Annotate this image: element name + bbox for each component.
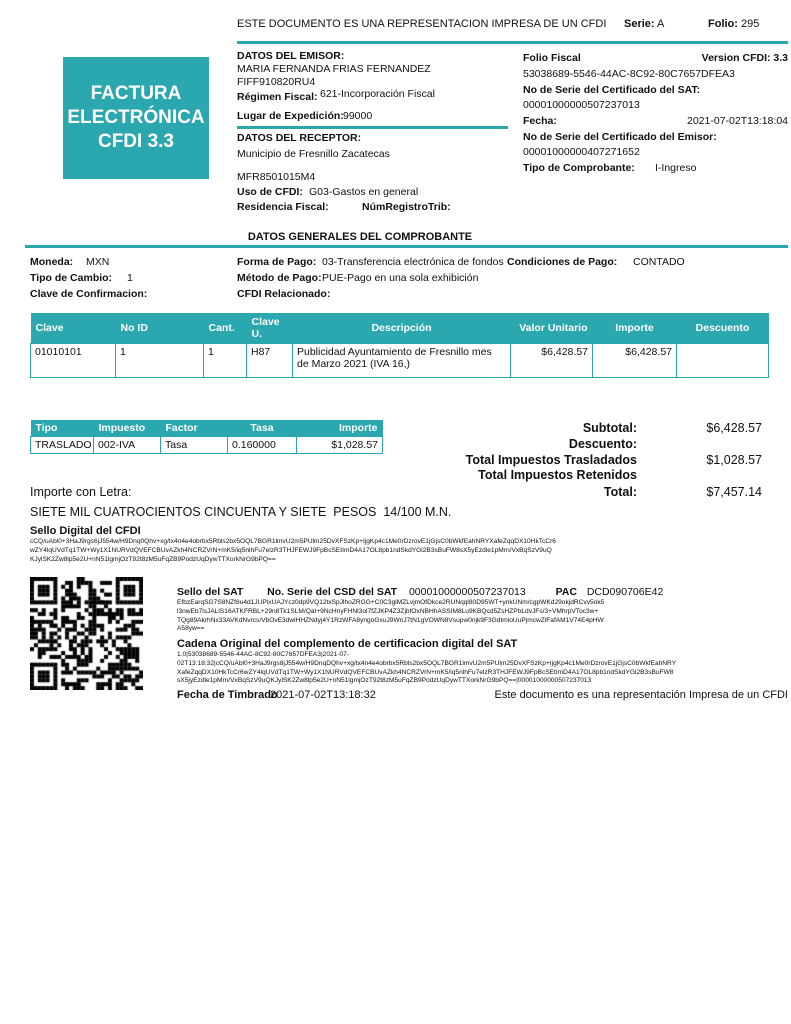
sello-sat-label: Sello del SAT xyxy=(177,586,244,598)
footer-representation-note: Este documento es una representación Impresa de un CFDI xyxy=(494,689,788,701)
metodo-pago-label: Método de Pago: xyxy=(237,272,322,284)
impuestos-trasladados-label: Total Impuestos Trasladados xyxy=(465,453,637,467)
top-representation-note: ESTE DOCUMENTO ES UNA REPRESENTACION IMPRESA DE UN CFDI xyxy=(237,18,607,30)
tax-header-importe: Importe xyxy=(297,420,383,437)
regimen-value: 621-Incorporación Fiscal xyxy=(320,88,435,100)
condiciones-pago-value: CONTADO xyxy=(633,256,685,268)
forma-pago-value: 03-Transferencia electrónica de fondos xyxy=(322,256,504,268)
sello-sat-line-3: TQg89AkrhNx33AVKdNvrcs/VbOvE3dwlHHZNdyj4Y1RzWFA8yngoGxuJ9WnJ7tN1gVOWN8Vsupw0njk9F3GdtmloUuPjmcwZlFafAM1V74E4pHW xyxy=(177,616,604,624)
tax-impuesto: 002-IVA xyxy=(94,437,161,454)
impuestos-retenidos-label: Total Impuestos Retenidos xyxy=(478,468,637,482)
importe-letra-value: SIETE MIL CUATROCIENTOS CINCUENTA Y SIETE PESOS 14/100 M.N. xyxy=(30,505,452,519)
fecha-timbrado-label: Fecha de Timbrado xyxy=(177,689,278,701)
total-label: Total: xyxy=(603,485,637,499)
tax-header-impuesto: Impuesto xyxy=(94,420,161,437)
impuestos-trasladados-value: $1,028.57 xyxy=(706,453,762,467)
folio-fiscal-label: Folio Fiscal xyxy=(523,52,581,64)
factura-electronica-badge xyxy=(63,57,209,179)
items-header-descripcion: Descripción xyxy=(293,313,511,344)
sello-cfdi-title: Sello Digital del CFDI xyxy=(30,525,141,537)
sello-cfdi-text xyxy=(30,538,770,564)
folio-label: Folio: xyxy=(708,18,738,30)
badge-line-1: FACTURA xyxy=(90,83,182,104)
cadena-line-3: XafeZqqDX10HkTcCr6wZY4lqUVdTq1TW+Wy1X1NURVdQVEFCBUvAZkh4NCRZVrN+mK5/iq5nlhFu7elzR3THJFEWJ9FpBcSEtImD4A17OL8pb1ndSkdYGl2B3sBuFW8 xyxy=(177,668,674,676)
csd-sat-value: 00001000000507237013 xyxy=(408,586,526,598)
sello-cfdi-line-1: cCQ/uAbl0+3HaJ9rgs6jJ554w/H9Dnq0Qhv+xg/tx4n4e4obrbx5Rbls2bx5OQL7BGR1lmvU2m5PUlm25DvXFSzKp+IjgKp4c1Me0rDzrovE1jGjsC0bWkfEahNRYXafeZqqDX10HkTcCr6 xyxy=(30,538,556,545)
metodo-pago-value: PUE-Pago en una sola exhibición xyxy=(322,272,479,284)
tipo-comprobante-value: I-Ingreso xyxy=(655,162,697,174)
tax-factor: Tasa xyxy=(161,437,228,454)
receptor-rfc: MFR8501015M4 xyxy=(237,171,316,183)
lugar-expedicion-value: 99000 xyxy=(343,110,373,122)
serie-certificado-emisor-value: 00001000000407271652 xyxy=(523,146,640,158)
tipo-cambio-value: 1 xyxy=(127,272,133,284)
tax-row xyxy=(31,437,383,454)
cadena-line-2: 02T13:18:32|cCQ/uAbl0+3HaJ9rgs8jJ554w/H9DnqDQhv+xg/tx4n4e4obrbx5Rbls2bx5OQL7BGR1lmvU2m5PUlm25DvXFSzKp+IjgKp4c1Me0rDzrovE1jGjsC0bWkfEahNRY xyxy=(177,659,677,667)
csd-sat-label: No. Serie del CSD del SAT xyxy=(267,586,398,598)
total-value: $7,457.14 xyxy=(706,485,762,499)
tax-header-tipo: Tipo xyxy=(31,420,94,437)
items-header-claveu: Clave U. xyxy=(247,313,293,344)
item-descuento xyxy=(677,344,769,378)
item-importe: $6,428.57 xyxy=(593,344,677,378)
items-header-valor-unitario: Valor Unitario xyxy=(511,313,593,344)
emisor-receptor-divider xyxy=(237,126,508,129)
serie-certificado-sat-label: No de Serie del Certificado del SAT: xyxy=(523,84,701,96)
moneda-value: MXN xyxy=(86,256,110,268)
generales-divider xyxy=(25,245,788,248)
regimen-label: Régimen Fiscal: xyxy=(237,91,318,103)
pac-label: PAC xyxy=(555,586,577,598)
cadena-line-1: 1.0|53038689-5546-44AC-8C92-80C7657DFEA3|2021-07- xyxy=(177,651,350,658)
folio-value: 295 xyxy=(741,18,760,30)
lugar-expedicion-label: Lugar de Expedición: xyxy=(237,110,344,122)
cadena-line-4: sX5jyEzdle1pMrn/VxBqSzV9uQKJylSK2Zw8lp5e2U+nN51lgmjOzT92t8zM5uFqZB9PodzUqDywTTXorkNrG9bPQ==|00001000000507237013 xyxy=(177,677,592,685)
receptor-name: Municipio de Fresnillo Zacatecas xyxy=(237,148,390,160)
items-header-clave: Clave xyxy=(31,313,116,344)
uso-cfdi-value: G03-Gastos en general xyxy=(309,186,419,198)
serie-certificado-emisor-label: No de Serie del Certificado del Emisor: xyxy=(523,131,717,143)
tax-tasa: 0.160000 xyxy=(228,437,297,454)
item-noid: 1 xyxy=(116,344,204,378)
importe-letra-label: Importe con Letra: xyxy=(30,485,132,499)
forma-pago-label: Forma de Pago: xyxy=(237,256,317,268)
header-divider xyxy=(237,41,788,44)
cadena-original-text xyxy=(177,651,772,686)
subtotal-label: Subtotal: xyxy=(582,421,637,435)
item-claveu: H87 xyxy=(247,344,293,378)
tax-header-row xyxy=(31,420,383,437)
badge-line-3: CFDI 3.3 xyxy=(97,131,175,152)
serie-certificado-sat-value: 00001000000507237013 xyxy=(523,99,640,111)
items-header-noid: No ID xyxy=(116,313,204,344)
fecha-timbrado-value: 2021-07-02T13:18:32 xyxy=(270,689,376,701)
sello-sat-line-1: EfbzEarqSG7S8NZf8u4d1JUPlxUAJYcz0dp9VQ12txSpJlhoZRGG+C0C3glMZLvjmOfDkce2RUNqql80D95WT+ynkUNm/cgpWKd29okjdRCvv5ok5 xyxy=(177,599,605,606)
folio-field xyxy=(708,18,759,31)
tax-tipo: TRASLADO xyxy=(31,437,94,454)
tipo-cambio-label: Tipo de Cambio: xyxy=(30,272,113,284)
fecha-value: 2021-07-02T13:18:04 xyxy=(687,115,788,127)
emisor-name: MARIA FERNANDA FRIAS FERNANDEZ xyxy=(237,63,431,75)
tax-importe: $1,028.57 xyxy=(297,437,383,454)
emisor-title: DATOS DEL EMISOR: xyxy=(237,50,345,62)
receptor-title: DATOS DEL RECEPTOR: xyxy=(237,132,362,144)
items-header-importe: Importe xyxy=(593,313,677,344)
item-descripcion: Publicidad Ayuntamiento de Fresnillo mes de Marzo 2021 (IVA 16,) xyxy=(293,344,511,378)
serie-label: Serie: xyxy=(624,18,655,30)
moneda-label: Moneda: xyxy=(30,256,74,268)
subtotal-value: $6,428.57 xyxy=(706,421,762,435)
descuento-label: Descuento: xyxy=(568,437,637,451)
serie-field xyxy=(624,18,664,31)
sello-cfdi-line-3: KJylSK2Zw8lp5e2U+nN51lgmjOzT92t8zM5uFqZB9PodzUqDywTTXorkNrG9bPQ== xyxy=(30,555,276,563)
numregistrotrib-label: NúmRegistroTrib: xyxy=(362,201,451,213)
emisor-rfc: FIFF910820RU4 xyxy=(237,76,316,88)
generales-title: DATOS GENERALES DEL COMPROBANTE xyxy=(247,231,473,243)
items-table xyxy=(30,313,769,378)
item-row xyxy=(31,344,769,378)
version-cfdi-label: Version CFDI: 3.3 xyxy=(701,52,788,64)
cadena-original-title: Cadena Original del complemento de certificacion digital del SAT xyxy=(177,638,518,650)
badge-line-2: ELECTRÓNICA xyxy=(67,107,205,128)
sello-sat-header xyxy=(177,586,788,599)
item-cant: 1 xyxy=(204,344,247,378)
tax-table xyxy=(30,420,383,454)
pac-value: DCD090706E42 xyxy=(586,586,664,598)
residencia-fiscal-label: Residencia Fiscal: xyxy=(237,201,329,213)
qr-code xyxy=(30,577,143,690)
tax-header-tasa: Tasa xyxy=(228,420,297,437)
fecha-label: Fecha: xyxy=(523,115,557,127)
sello-sat-line-2: l3nwEb7lsJALlS16ATKFRBL+29n8Tk1SLM/Qat+9NcHnyFHNl3ol7fZJKP4Z3ZjbfOxNBHhASSIM8Lu9KBQcd5ZsHZPbLdvJFs/3+VMhrpVToc3w+ xyxy=(177,607,599,615)
items-header-cant: Cant. xyxy=(204,313,247,344)
tipo-comprobante-label: Tipo de Comprobante: xyxy=(523,162,635,174)
uso-cfdi-label: Uso de CFDI: xyxy=(237,186,303,198)
sello-sat-text xyxy=(177,599,772,634)
uuid-value: 53038689-5546-44AC-8C92-80C7657DFEA3 xyxy=(523,68,735,80)
serie-value: A xyxy=(657,18,665,30)
clave-confirmacion-label: Clave de Confirmacion: xyxy=(30,288,148,300)
items-header-descuento: Descuento xyxy=(677,313,769,344)
tax-header-factor: Factor xyxy=(161,420,228,437)
item-valor-unitario: $6,428.57 xyxy=(511,344,593,378)
cfdi-relacionado-label: CFDI Relacionado: xyxy=(237,288,331,300)
sello-cfdi-line-2: wZY4lqUVdTq1TW+Wy1X1NURVdQVEFCBUvAZkh4NCRZVrN+mK5/iq5nlhFu7elzR3THJFEWJ9FpBcSEtImD4A17OL8pb1ndSkdYGl2B3sBuFW8sX5yEzdle1pMrn/VxBqSzV9uQ xyxy=(30,546,552,554)
condiciones-pago-label: Condiciones de Pago: xyxy=(507,256,618,268)
item-clave: 01010101 xyxy=(31,344,116,378)
sello-sat-line-4: A58yw== xyxy=(177,625,205,633)
items-header-row xyxy=(31,313,769,344)
